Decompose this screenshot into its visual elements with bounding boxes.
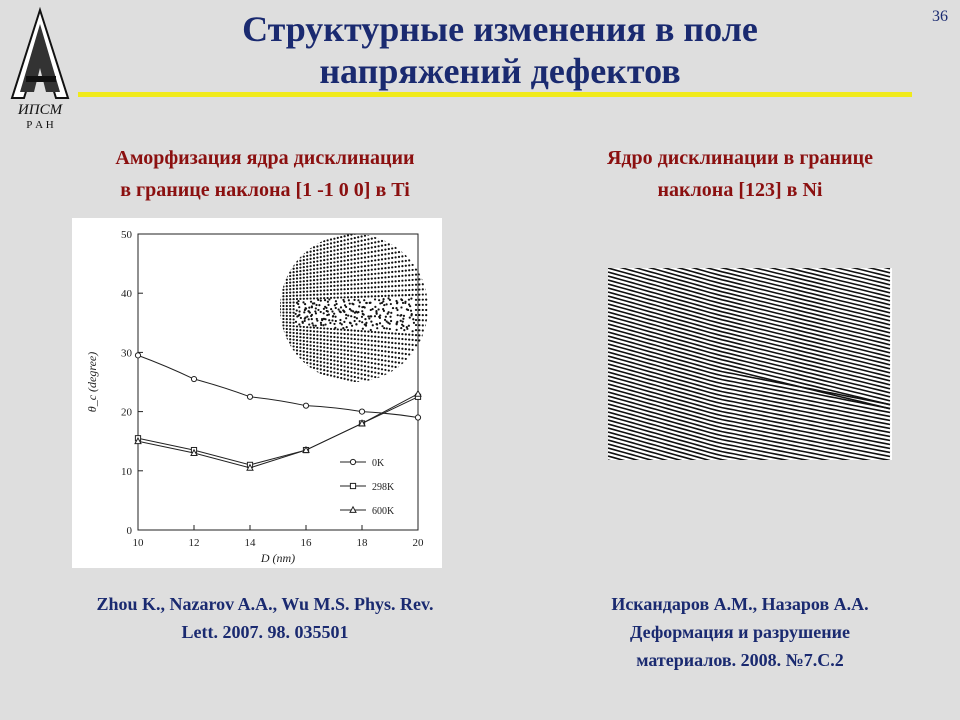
legend-entry <box>340 458 385 469</box>
right-reference <box>520 590 960 674</box>
left-reference-line-2: Lett. 2007. 98. 035501 <box>181 622 349 642</box>
ipsm-ran-logo <box>6 6 74 132</box>
slide-title <box>120 8 880 92</box>
angle-vs-size-chart <box>72 218 442 568</box>
x-tick-label: 12 <box>188 537 200 549</box>
atomic-structure-inset <box>279 218 427 399</box>
data-point <box>359 409 364 414</box>
data-point <box>247 394 252 399</box>
y-tick-label: 40 <box>121 288 132 301</box>
legend-label: 600K <box>372 506 395 517</box>
x-tick-label: 20 <box>412 537 424 549</box>
data-point <box>303 403 308 408</box>
right-reference-line-2: Деформация и разрушение <box>630 622 850 642</box>
left-caption-line-2: в границе наклона [1 -1 0 0] в Ti <box>120 179 410 201</box>
right-reference-line-1: Искандаров А.М., Назаров А.А. <box>611 594 869 614</box>
right-caption-line-1: Ядро дисклинации в границе <box>606 147 873 169</box>
series-line <box>138 355 418 417</box>
x-tick-label: 10 <box>132 537 144 549</box>
disclination-core-image <box>608 268 892 460</box>
y-tick-label: 20 <box>121 406 132 419</box>
data-point <box>415 391 421 397</box>
slide-number: 36 <box>932 8 948 25</box>
left-reference <box>30 590 500 646</box>
x-tick-label: 16 <box>300 537 312 549</box>
title-line-2: напряжений дефектов <box>319 51 681 91</box>
data-point <box>191 376 196 381</box>
y-tick-label: 30 <box>121 347 132 360</box>
right-caption-line-2: наклона [123] в Ni <box>657 179 823 201</box>
y-tick-label: 10 <box>121 465 132 478</box>
left-reference-line-1: Zhou K., Nazarov A.A., Wu M.S. Phys. Rev. <box>96 594 434 614</box>
x-tick-label: 18 <box>356 537 368 549</box>
inset-dots <box>279 218 427 399</box>
logo-subtext: Р А Н <box>26 119 54 131</box>
data-point <box>350 483 355 488</box>
title-line-1: Структурные изменения в поле <box>242 9 758 49</box>
legend-label: 0K <box>372 458 385 469</box>
data-point <box>415 415 420 420</box>
series-line <box>138 397 418 465</box>
atomic-stripes-image <box>608 268 892 460</box>
left-caption <box>40 142 490 206</box>
y-tick-label: 50 <box>121 229 132 241</box>
title-underline <box>78 92 912 97</box>
left-caption-line-1: Аморфизация ядра дисклинации <box>115 147 415 169</box>
right-caption <box>520 142 960 206</box>
series-line <box>138 394 418 468</box>
x-axis-label: D (nm) <box>260 551 296 565</box>
y-axis-label: θ_c (degree) <box>85 351 99 413</box>
x-tick-label: 14 <box>244 537 256 549</box>
right-reference-line-3: материалов. 2008. №7.С.2 <box>636 650 844 670</box>
series-0K <box>135 353 420 420</box>
legend-label: 298K <box>372 482 395 493</box>
data-point <box>350 459 355 464</box>
logo-text: ИПСМ <box>17 102 63 118</box>
y-tick-label: 0 <box>126 525 132 537</box>
legend-entry <box>340 482 395 493</box>
legend-entry <box>340 506 395 517</box>
series-298K <box>135 394 420 467</box>
stripe-lines <box>608 268 890 460</box>
chart-figure <box>72 218 442 568</box>
data-point <box>135 353 140 358</box>
